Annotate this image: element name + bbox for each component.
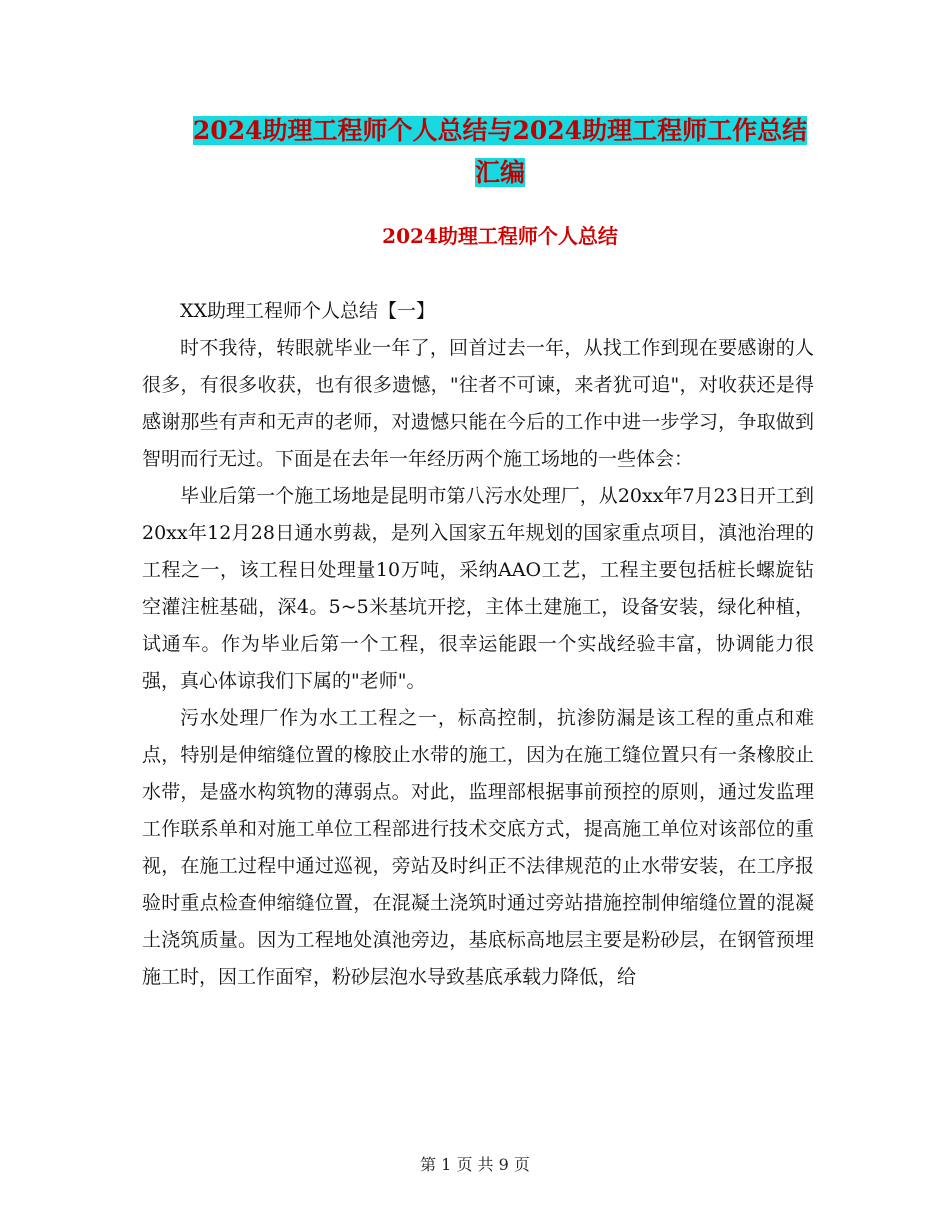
body-text: [142, 293, 814, 996]
paragraph: 毕业后第一个施工场地是昆明市第八污水处理厂，从20xx年7月23日开工到20xx年12月28日通水剪裁，是列入国家五年规划的国家重点项目，滇池治理的工程之一，该工程日处理量10万吨，采纳AAO工艺，工程主要包括桩长螺旋钻空灌注桩基础，深4。5~5米基坑开挖，主体土建施工，设备安装，绿化种植，试通车。作为毕业后第一个工程，很幸运能跟一个实战经验丰富，协调能力很强，真心体谅我们下属的"老师"。: [142, 485, 814, 692]
paragraph: 时不我待，转眼就毕业一年了，回首过去一年，从找工作到现在要感谢的人很多，有很多收获，也有很多遗憾，"往者不可谏，来者犹可追"，对收获还是得感谢那些有声和无声的老师，对遗憾只能在今后的工作中进一步学习，争取做到智明而行无过。下面是在去年一年经历两个施工场地的一些体会：: [142, 337, 814, 470]
paragraph: XX助理工程师个人总结【一】: [180, 300, 436, 322]
title-line-2: 汇编: [474, 158, 525, 187]
section-title: 2024助理工程师个人总结: [382, 224, 618, 248]
title-line-1: 2024助理工程师个人总结与2024助理工程师工作总结: [192, 116, 808, 145]
paragraph: 污水处理厂作为水工工程之一，标高控制，抗渗防漏是该工程的重点和难点，特别是伸缩缝位置的橡胶止水带的施工，因为在施工缝位置只有一条橡胶止水带，是盛水构筑物的薄弱点。对此，监理部根据事前预控的原则，通过发监理工作联系单和对施工单位工程部进行技术交底方式，提高施工单位对该部位的重视，在施工过程中通过巡视，旁站及时纠正不法律规范的止水带安装，在工序报验时重点检查伸缩缝位置，在混凝土浇筑时通过旁站措施控制伸缩缝位置的混凝土浇筑质量。因为工程地处滇池旁边，基底标高地层主要是粉砂层，在钢管预埋施工时，因工作面窄，粉砂层泡水导致基底承载力降低，给: [142, 707, 814, 988]
page-footer: 第 1 页 共 9 页: [420, 1155, 530, 1174]
document-title: [140, 110, 860, 194]
